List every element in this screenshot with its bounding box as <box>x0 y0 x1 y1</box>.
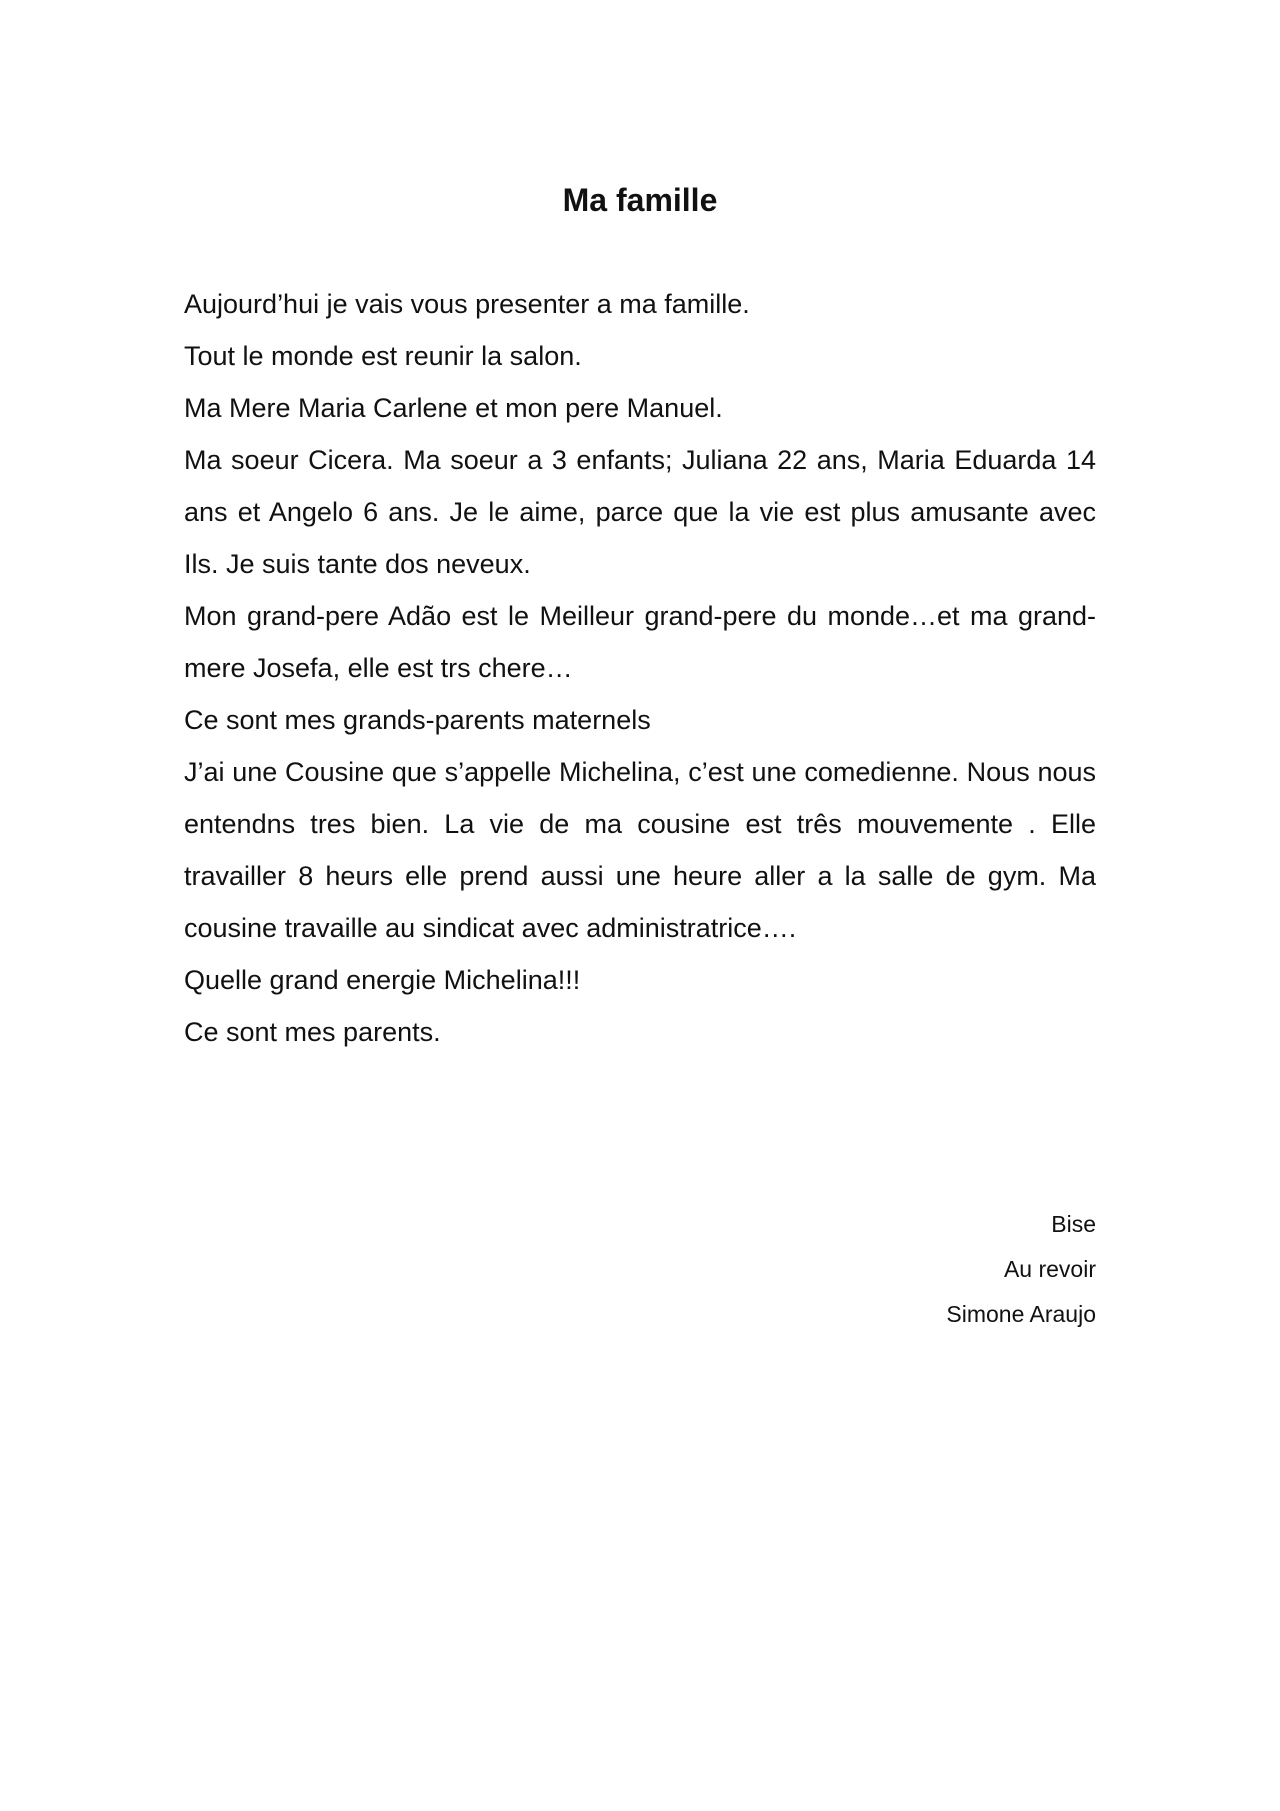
paragraph-cousin: J’ai une Cousine que s’appelle Michelina, c’est une comedienne. Nous nous entendns tres bien. La vie de ma cousine est três mouvemente . Elle travailler 8 heurs elle prend aussi une heure aller a la salle de gym. Ma cousine travaille au sindicat avec administratrice…. <box>184 757 1096 943</box>
signature-block <box>184 1202 1096 1337</box>
signature-bise: Bise <box>1051 1211 1096 1237</box>
paragraph-energy: Quelle grand energie Michelina!!! <box>184 965 581 995</box>
paragraph-sister: Ma soeur Cicera. Ma soeur a 3 enfants; Juliana 22 ans, Maria Eduarda 14 ans et Angelo 6 ans. Je le aime, parce que la vie est plus amusante avec Ils. Je suis tante dos neveux. <box>184 445 1096 579</box>
document-title: Ma famille <box>562 182 718 218</box>
signature-au-revoir: Au revoir <box>1003 1256 1096 1282</box>
paragraph-intro: Aujourd’hui je vais vous presenter a ma famille. <box>184 289 750 319</box>
signature-name: Simone Araujo <box>946 1301 1096 1327</box>
document-body <box>184 278 1096 1058</box>
paragraph-parents: Ma Mere Maria Carlene et mon pere Manuel. <box>184 393 723 423</box>
paragraph-salon: Tout le monde est reunir la salon. <box>184 341 582 371</box>
paragraph-grandparents: Mon grand-pere Adão est le Meilleur grand-pere du monde…et ma grand-mere Josefa, elle est trs chere… <box>184 601 1096 683</box>
paragraph-closing: Ce sont mes parents. <box>184 1017 441 1047</box>
paragraph-maternal: Ce sont mes grands-parents maternels <box>184 705 651 735</box>
